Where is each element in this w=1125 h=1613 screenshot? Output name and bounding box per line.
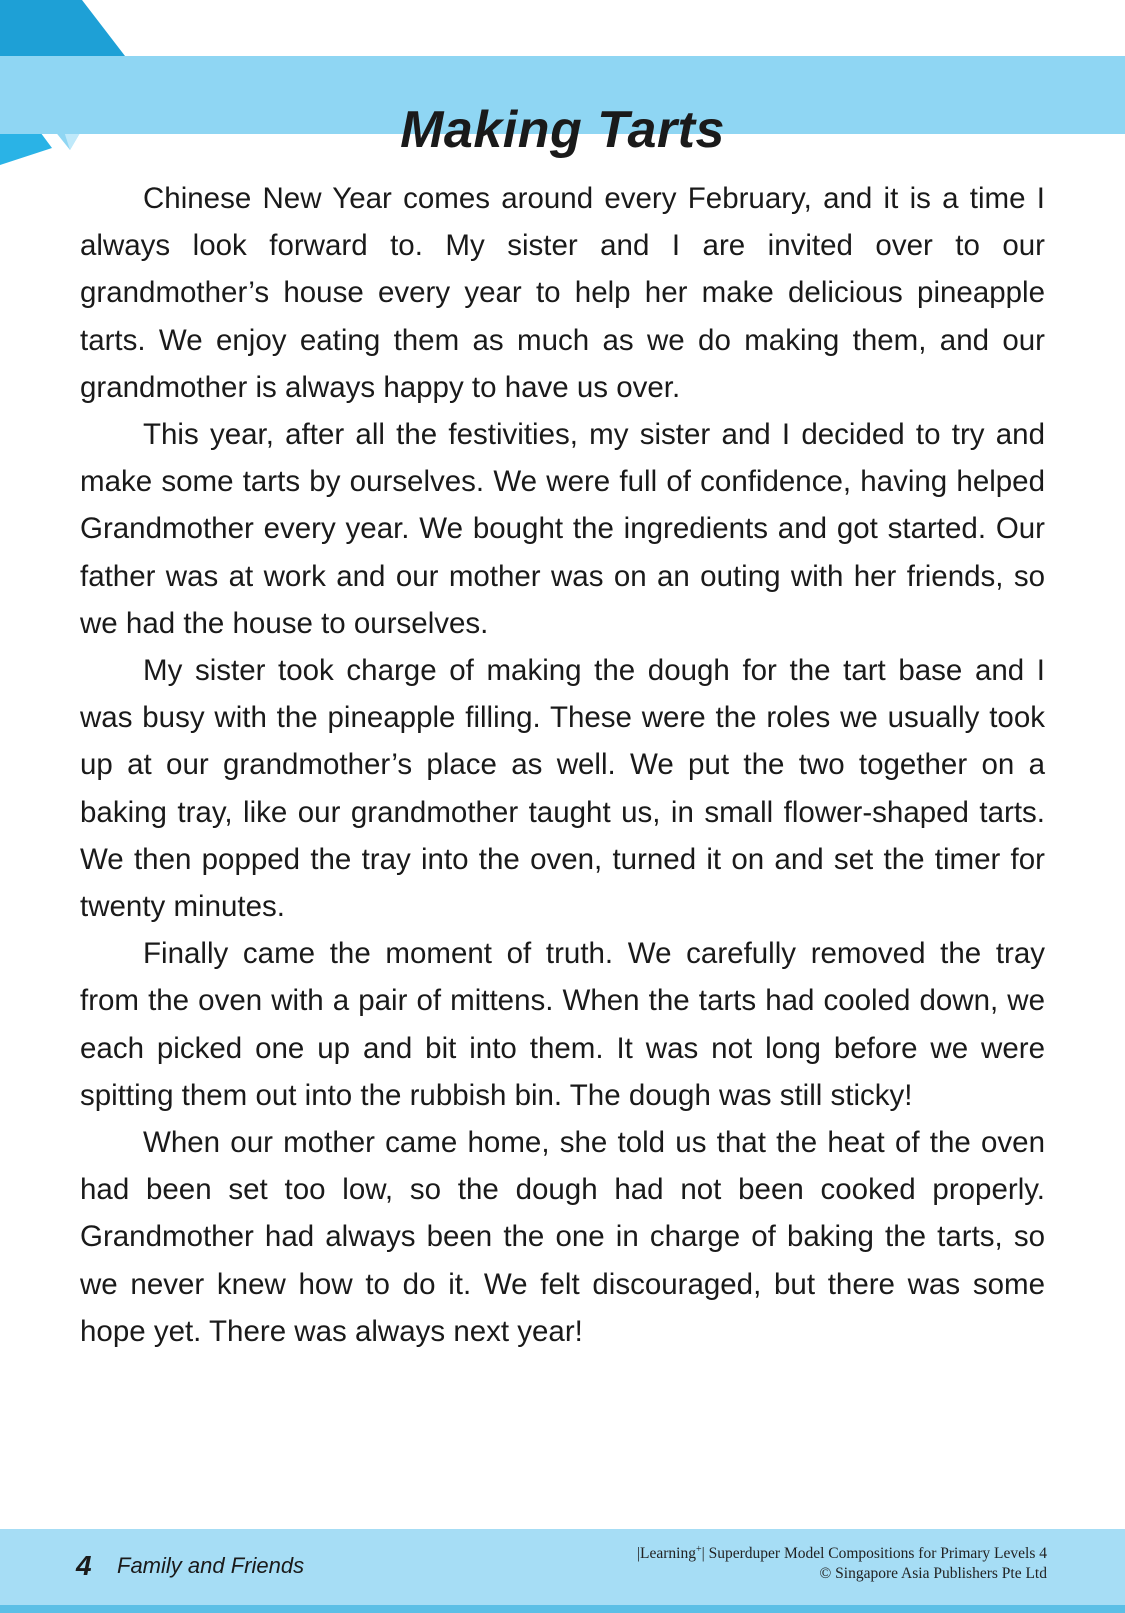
paragraph-4: Finally came the moment of truth. We carefully removed the tray from the oven with a pair of mittens. When the tarts had cooled down, we each picked one up and bit into them. It was not long before we were spitting them out into the rubbish bin. The dough was still sticky! — [80, 937, 1045, 1112]
paragraph-2: This year, after all the festivities, my sister and I decided to try and make some tarts by ourselves. We were full of confidence, having helped Grandmother every year. We bought the ingredients and got started. Our father was at work and our mother was on an outing with her friends, so we had the house to ourselves. — [80, 418, 1045, 640]
footer-divider — [0, 1605, 1125, 1613]
page-title: Making Tarts — [400, 100, 725, 159]
section-name: Family and Friends — [117, 1553, 305, 1578]
page-number: 4 — [76, 1550, 92, 1581]
copyright-line: © Singapore Asia Publishers Pte Ltd — [819, 1565, 1047, 1583]
publisher-credits — [637, 1540, 1047, 1584]
corner-shape-dark — [0, 0, 125, 56]
paragraph-3: My sister took charge of making the dough for the tart base and I was busy with the pineapple filling. These were the roles we usually took up at our grandmother’s place as well. We put the two together on a baking tray, like our grandmother taught us, in small flower-shaped tarts. We then popped the tray into the oven, turned it on and set the timer for twenty minutes. — [80, 654, 1045, 924]
paragraph-1: Chinese New Year comes around every February, and it is a time I always look forward to. My sister and I are invited over to our grandmother’s house every year to help her make delicious pineapple tarts. We enjoy eating them as much as we do making them, and our grandmother is always happy to have us over. — [80, 182, 1045, 404]
article-body — [80, 175, 1045, 1355]
brand-prefix: |Learning — [636, 1545, 696, 1563]
brand-plus: + — [696, 1544, 702, 1555]
paragraph-5: When our mother came home, she told us that the heat of the oven had been set too low, so the dough had not been cooked properly. Grandmother had always been the one in charge of baking the tarts, so we never knew how to do it. We felt discouraged, but there was some hope yet. There was always next year! — [80, 1126, 1045, 1348]
book-title-line — [637, 1540, 1047, 1564]
brand-suffix: | Superduper Model Compositions for Primary Levels 4 — [701, 1545, 1047, 1563]
